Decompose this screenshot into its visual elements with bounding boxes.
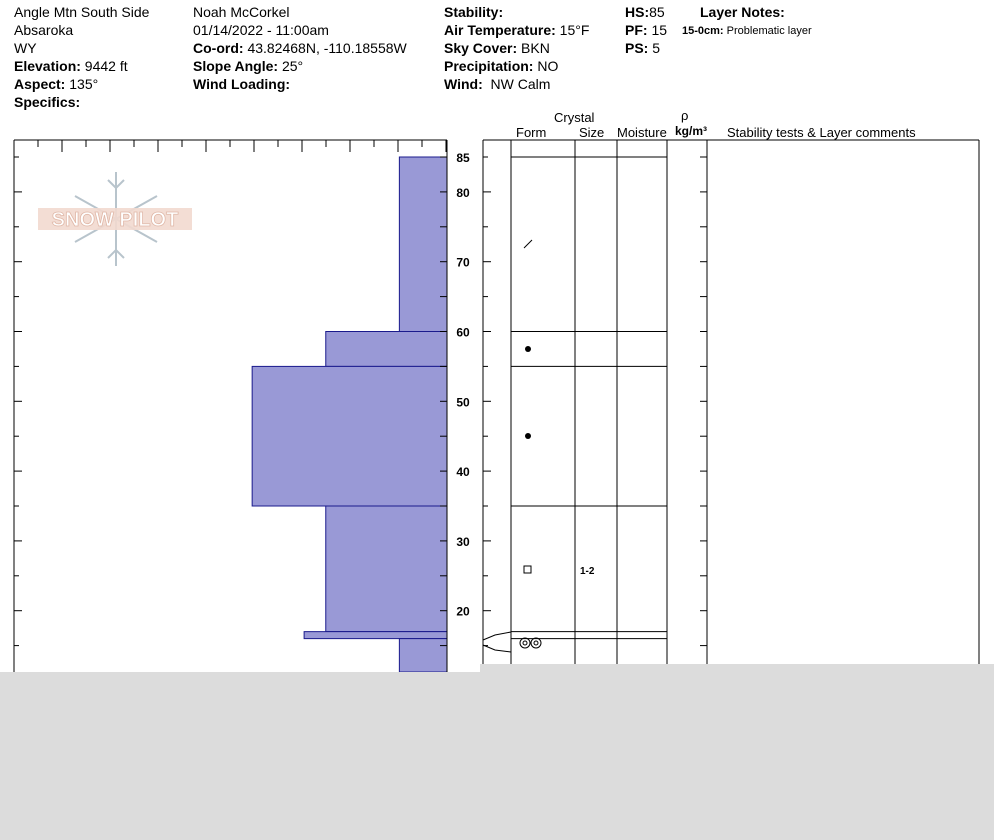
coord-row <box>193 39 407 57</box>
location-name: Angle Mtn South Side <box>14 4 150 20</box>
aspect-row <box>14 75 98 93</box>
comments-header: Stability tests & Layer comments <box>727 125 916 140</box>
lower-blank-area-right <box>480 664 994 672</box>
elevation-value: 9442 ft <box>84 58 128 74</box>
stability-row <box>444 3 503 21</box>
crystal-header: Crystal <box>554 110 595 125</box>
air-temp-label: Air Temperature: <box>444 22 556 38</box>
wind-label: Wind: <box>444 76 483 92</box>
y-tick-label: 30 <box>456 534 470 549</box>
air-temp-row <box>444 21 589 39</box>
pf-label: PF: <box>625 22 648 38</box>
wind-loading-row <box>193 75 290 93</box>
y-tick-label: 85 <box>456 151 470 165</box>
layer-note-text: Problematic layer <box>726 25 812 37</box>
coord-label: Co-ord: <box>193 40 244 56</box>
hardness-bar-1 <box>399 157 447 332</box>
wind-row <box>444 75 550 93</box>
moisture-header: Moisture <box>617 125 667 140</box>
elevation-label: Elevation: <box>14 58 81 74</box>
hardness-bar-5 <box>304 632 447 639</box>
sky-cover-value: BKN <box>521 40 550 56</box>
ps-value: 5 <box>652 40 661 56</box>
grain-size-label: 1-2 <box>580 566 595 577</box>
precip-row <box>444 57 558 75</box>
lower-blank-area <box>0 672 994 840</box>
layer-notes-label: Layer Notes: <box>700 4 785 20</box>
pf-row <box>625 21 667 39</box>
y-tick-label: 80 <box>456 185 470 200</box>
air-temp-value: 15°F <box>559 22 590 38</box>
elevation-row <box>14 57 128 75</box>
size-header: Size <box>579 125 605 140</box>
sky-cover-row <box>444 39 550 57</box>
layer-note-depth: 15-0cm: <box>682 25 724 37</box>
hardness-bar-4 <box>326 506 447 632</box>
observer-name: Noah McCorkel <box>193 4 290 20</box>
logo-text: SNOW PILOT <box>51 209 179 231</box>
hardness-bar-2 <box>326 332 447 367</box>
y-tick-label: 50 <box>456 395 470 410</box>
pf-value: 15 <box>651 22 668 38</box>
wind-value: NW Calm <box>490 76 551 92</box>
layer-notes-row <box>700 3 785 21</box>
y-tick-label: 60 <box>456 325 470 340</box>
slope-row <box>193 57 303 75</box>
grain-round-icon <box>525 433 531 439</box>
stability-label: Stability: <box>444 4 504 20</box>
sky-cover-label: Sky Cover: <box>444 40 518 56</box>
y-tick-label: 40 <box>456 465 470 480</box>
layer-note <box>682 22 812 40</box>
density-unit: kg/m³ <box>675 124 708 138</box>
hardness-bar-3 <box>252 366 447 506</box>
observation-datetime: 01/14/2022 - 11:00am <box>193 22 329 38</box>
slope-label: Slope Angle: <box>193 58 279 74</box>
y-tick-label: 20 <box>456 604 470 619</box>
hs-row <box>625 3 665 21</box>
wind-loading-label: Wind Loading: <box>193 76 291 92</box>
aspect-value: 135° <box>69 76 99 92</box>
hs-label: HS: <box>625 4 650 20</box>
slope-value: 25° <box>281 58 304 74</box>
precip-label: Precipitation: <box>444 58 534 74</box>
density-symbol: ρ <box>681 108 689 123</box>
specifics-label: Specifics: <box>14 94 81 110</box>
aspect-label: Aspect: <box>14 76 66 92</box>
grain-round-icon <box>525 346 531 352</box>
state: WY <box>14 40 37 56</box>
specifics-row <box>14 93 80 111</box>
y-tick-label: 70 <box>456 255 470 270</box>
ps-label: PS: <box>625 40 649 56</box>
coord-value: 43.82468N, -110.18558W <box>247 40 407 56</box>
mountain-range: Absaroka <box>14 22 74 38</box>
precip-value: NO <box>537 58 559 74</box>
ps-row <box>625 39 660 57</box>
hs-value: 85 <box>649 4 665 20</box>
form-header: Form <box>516 125 547 140</box>
hardness-bar-6 <box>399 639 447 672</box>
